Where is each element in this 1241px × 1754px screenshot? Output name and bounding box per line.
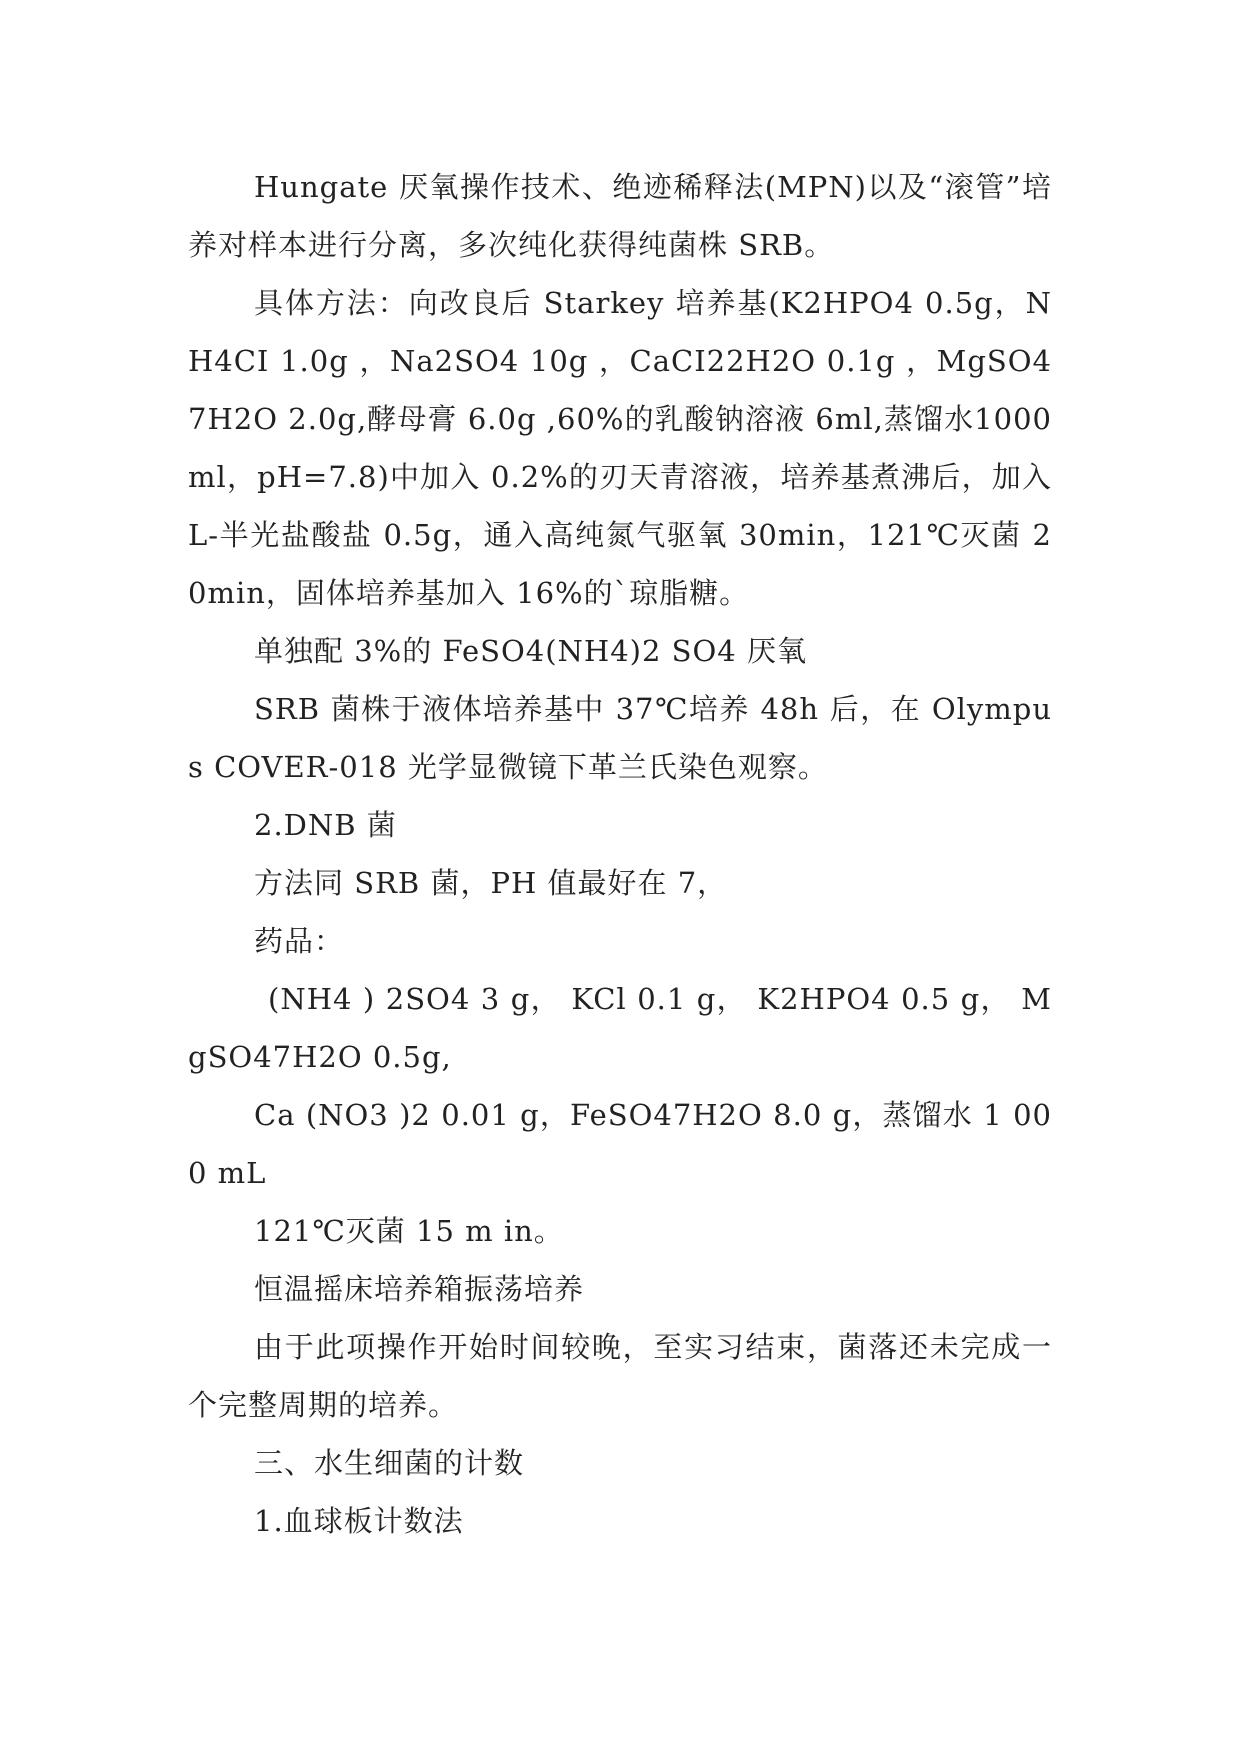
paragraph-late-start-note: 由于此项操作开始时间较晚，至实习结束，菌落还未完成一个完整周期的培养。 bbox=[188, 1330, 1052, 1422]
paragraph-reagent-list-2: Ca (NO3 )2 0.01 g，FeSO47H2O 8.0 g，蒸馏水 1 000 mL bbox=[188, 1098, 1052, 1190]
paragraph-isolation-method: Hungate 厌氧操作技术、绝迹稀释法(MPN)以及“滚管”培养对样本进行分离，多次纯化获得纯菌株 SRB。 bbox=[188, 170, 1052, 262]
label-reagents: 药品： bbox=[254, 924, 345, 958]
paragraph-srb-observation: SRB 菌株于液体培养基中 37℃培养 48h 后，在 Olympus COVER-018 光学显微镜下革兰氏染色观察。 bbox=[188, 692, 1052, 784]
paragraph-shaking-culture: 恒温摇床培养箱振荡培养 bbox=[254, 1272, 585, 1306]
paragraph-sterilization: 121℃灭菌 15 m in。 bbox=[254, 1214, 564, 1248]
paragraph-specific-method: 具体方法：向改良后 Starkey 培养基(K2HPO4 0.5g，NH4CI 1.0g ，Na2SO4 10g ，CaCI22H2O 0.1g ，MgSO47H2O 2.0g,酵母膏 6.0g ,60%的乳酸钠溶液 6ml,蒸馏水1000 ml，pH=7.8)中加入 0.2%的刃天青溶液，培养基煮沸后，加入 L-半光盐酸盐 0.5g，通入高纯氮气驱氧 30min，121℃灭菌 20min，固体培养基加入 16%的`琼脂糖。 bbox=[188, 286, 1052, 610]
paragraph-separate-preparation: 单独配 3%的 FeSO4(NH4)2 SO4 厌氧 bbox=[254, 634, 807, 668]
heading-dnb-bacteria: 2.DNB 菌 bbox=[254, 808, 397, 842]
heading-bacteria-count: 三、水生细菌的计数 bbox=[254, 1446, 525, 1480]
paragraph-reagent-list-1: (NH4 ) 2SO4 3 g， KCl 0.1 g， K2HPO4 0.5 g， MgSO47H2O 0.5g, bbox=[188, 982, 1052, 1074]
heading-hemocytometer: 1.血球板计数法 bbox=[254, 1504, 464, 1538]
document-page bbox=[188, 158, 1052, 1550]
paragraph-method-same: 方法同 SRB 菌，PH 值最好在 7， bbox=[254, 866, 728, 900]
